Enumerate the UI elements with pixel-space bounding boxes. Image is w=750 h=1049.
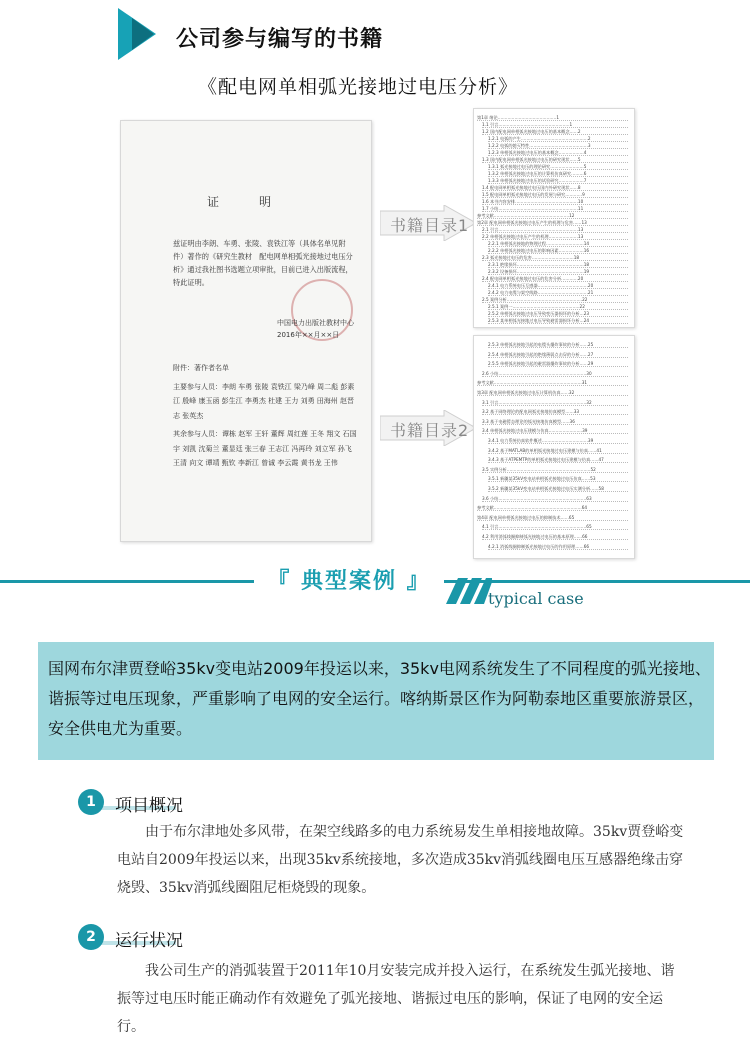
toc-entry: 2.3.1 绝缘损坏…………………………………………18 [488,262,628,268]
section-number: 2 [78,924,104,950]
toc-entry: 1.2.3 单相弧光接地过电压的基本概念………………4 [488,150,628,156]
toc-entry: 3.3 基于电磁暂态理论的弧光接地仿真模型……36 [482,419,628,425]
toc-entry: 3.2 基于网络理论的配电网弧光接地仿真模型……33 [482,409,628,415]
section-badge [78,924,106,950]
toc-entry: 2.5.1 案例一…………………………………………22 [488,304,628,310]
toc-entry: 第1章 绪论……………………………………1 [477,115,628,121]
certificate-body: 兹证明由李朗、车勇、张陵、袁铁江等（具体名单见附件）著作的《研究生教材 配电网单相弧光接地过电压分析》通过我社图书选题立项审批，目前已进入出版流程，特此证明。 [173,239,353,287]
header-triangle-icon [132,18,154,50]
toc-entry: 2.3 弧光接地过电压的危害…………………………18 [482,255,628,261]
case-intro-box [38,642,714,760]
case-subtitle-en: typical case [488,589,584,608]
book-title: 《配电网单相弧光接地过电压分析》 [198,76,519,98]
toc-entry: 2.1 引言…………………………………………………13 [482,227,628,233]
toc-entry: 1.4 配电网单相弧光接地过电压国内外研究现状……8 [482,185,628,191]
toc-entry: 2.5.5 单相弧光接地引起的避雷器爆炸事故的分析……29 [488,361,628,367]
toc-entry: 3.5 实例分析……………………………………………………52 [482,467,628,473]
toc-entry: 参考文献………………………………………………………64 [477,505,628,511]
toc-page-1 [473,108,635,328]
toc-entry: 2.5.2 单相弧光接地过电压导致变压器损坏的分析…23 [488,311,628,317]
section-text: 我公司生产的消弧装置于2011年10月安装完成并投入运行，在系统发生弧光接地、谐振等过电压时能正确动作有效避免了弧光接地、谐振过电压的影响，保证了电网的安全运行。 [117,963,675,1035]
toc-entry: 1.3.3 单相弧光接地过电压的试验研究………………7 [488,178,628,184]
case-title: 『 典型案例 』 [254,563,444,601]
certificate-org [277,317,354,341]
toc-entry: 1.7 小结…………………………………………………11 [482,206,628,212]
toc-entry: 2.4.2 电力电缆与架空线路………………………………21 [488,290,628,296]
toc-entry: 1.1 引言……………………………………………1 [482,122,628,128]
toc-entry: 3.5.1 新疆某35kV变电站单相弧光接地过电压仿真……53 [488,476,628,482]
toc-entry: 1.2.2 电弧的熄灭特性……………………………………3 [488,143,628,149]
toc-entry: 1.5 配电网单相弧光接地过电压的发展与研究…………9 [482,192,628,198]
toc-entry: 2.3.2 设备损坏…………………………………………19 [488,269,628,275]
toc-entry: 1.2.1 电弧的产生…………………………………………2 [488,136,628,142]
toc-entry: 4.2.1 消弧线圈抑制弧光接地过电压的作用原理……66 [488,544,628,550]
toc-entry: 2.4.1 电力系统电压互感器………………………………20 [488,283,628,289]
toc-entry: 2.2.2 单相弧光接地过电压的影响因素………………16 [488,248,628,254]
toc-entry: 第3章 配电网单相弧光接地过电压计算机仿真……32 [477,390,628,396]
section-badge [78,789,106,815]
toc-entry: 3.5.2 新疆某35kV变电站单相弧光接地过电压实测分析……58 [488,486,628,492]
case-intro-text: 国网布尔津贾登峪35kv变电站2009年投运以来，35kv电网系统发生了不同程度的弧光接地、谐振等过电压现象，严重影响了电网的安全运行。喀纳斯景区作为阿勒泰地区重要旅游景区，安全供电尤为重要。 [48,659,711,738]
section-title: 项目概况 [115,796,183,816]
main-authors: 主要参与人员：李朗 车勇 张陵 袁铁江 梁乃峰 周二彪 彭素江 殷峰 康玉函 彭生江 李勇杰 杜建 王力 刘勇 田海州 赵晋志 张英杰 [173,382,355,420]
toc-entry: 2.2.1 单相弧光接地的物理过程………………………14 [488,241,628,247]
toc-entry: 3.6 小结………………………………………………………63 [482,496,628,502]
toc-entry: 2.5.3 单相弧光接地引起的电缆头爆炸事故的分析……25 [488,342,628,348]
toc-entry: 2.6 小结………………………………………………………30 [482,371,628,377]
toc-arrow-label: 书籍目录2 [390,421,470,440]
section-number: 1 [78,789,104,815]
toc-arrow-label: 书籍目录1 [390,216,470,235]
toc-arrow-2 [380,410,476,446]
toc-entry: 2.2 单相弧光接地过电压产生的机理…………………13 [482,234,628,240]
certificate-appendix [173,361,358,471]
toc-entry: 1.2 国内配电网单相弧光接地过电压的基本概念……2 [482,129,628,135]
toc-entry: 1.3 国内配电网单相弧光接地过电压的研究现状……5 [482,157,628,163]
certificate-org-name: 中国电力出版社教材中心 [277,319,354,327]
toc-entry: 2.5 案例分析………………………………………………22 [482,297,628,303]
toc-entry: 2.5.3 某单相弧光接地过电压导致避雷器损坏分析…24 [488,318,628,324]
toc-entry: 参考文献………………………………………………………31 [477,380,628,386]
toc-entry: 参考文献………………………………………………12 [477,213,628,219]
section-text: 由于布尔津地处多风带，在架空线路多的电力系统易发生单相接地故障。35kv贾登峪变电站自2009年投运以来，出现35kv系统接地，多次造成35kv消弧线圈电压互感器绝缘击穿烧毁、35kv消弧线圈阻尼柜烧毁的现象。 [117,824,684,896]
certificate-document [120,120,372,542]
toc-entry: 3.4.1 电力系统仿真软件概述……………………………39 [488,438,628,444]
toc-entry: 4.2 利用消弧线圈抑制弧光接地过电压的基本原理……66 [482,534,628,540]
other-authors: 其余参与人员：谭栋 赵军 王轩 董辉 周红莲 王冬 翔文 石国宇 刘凯 沈菊兰 董显廷 张三春 王志江 冯再玲 刘立军 孙飞 王清 向文 谭靖 甄钦 李新江 曾诚 李云霞 黄书龙 王伟 [173,430,357,467]
appendix-title: 附件：著作者名单 [173,364,229,372]
toc-entry: 第2章 配电网单相弧光接地过电压产生的机理与危害……13 [477,220,628,226]
certificate-date: 2016年××月××日 [277,331,340,339]
toc-entry: 2.5.4 单相弧光接地引起的绝缘薄弱点击穿的分析……27 [488,352,628,358]
toc-entry: 3.4.2 基于MATLAB的单相弧光接地过电压建模与仿真……41 [488,448,628,454]
certificate-title: 证 明 [206,195,285,209]
toc-entry: 1.6 本书内容安排………………………………………10 [482,199,628,205]
toc-arrow-1 [380,205,476,241]
section-title: 运行状况 [115,931,183,951]
toc-entry: 3.4.3 基于ATPEMTP的单相弧光接地过电压建模与仿真……47 [488,457,628,463]
toc-entry: 4.1 引言………………………………………………………65 [482,524,628,530]
toc-entry: 2.4 配电网单相弧光接地过电压的危害分析…………20 [482,276,628,282]
page-title: 公司参与编写的书籍 [176,27,384,52]
toc-page-2 [473,335,635,559]
toc-entry: 第4章 配电网单相弧光接地过电压的抑制技术……65 [477,515,628,521]
toc-entry: 3.4 单相弧光接地过电压建模与仿真……………………39 [482,428,628,434]
toc-entry: 3.1 引言………………………………………………………32 [482,400,628,406]
stripes-decoration-icon [446,578,492,604]
toc-entry: 1.3.2 单相弧光接地过电压的计算机仿真研究………6 [488,171,628,177]
toc-entry: 1.3.1 弧光接地过电压的理论研究……………………5 [488,164,628,170]
